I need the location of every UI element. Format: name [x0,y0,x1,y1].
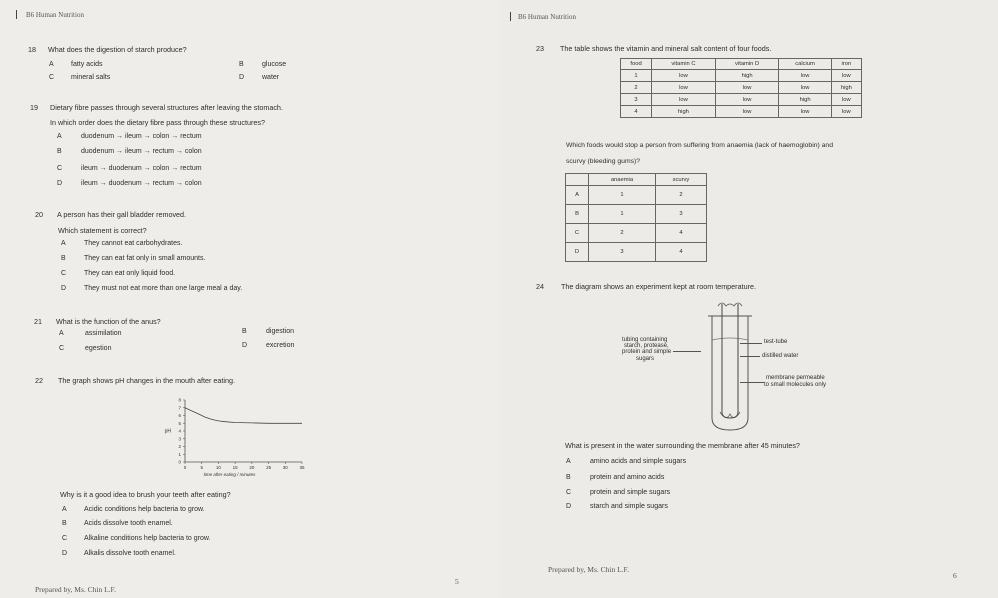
q19-opt-a-letter[interactable]: A [57,133,62,140]
table-cell: 2 [655,186,706,205]
label-line-water [740,356,760,357]
q21-opt-b[interactable]: digestion [266,328,295,335]
tubing [722,304,738,418]
q19-text2: In which order does the dietary fibre pass through these structures? [50,118,265,127]
q24-opt-d[interactable]: starch and simple sugars [590,503,668,510]
label-membrane-1: membrane permeable [766,375,825,381]
y-tick-label: 5 [178,420,181,426]
x-tick-label: 10 [215,465,221,470]
label-tubing-2: starch, protease, [624,343,669,349]
q23-number: 23 [536,44,544,53]
q21-opt-d-letter[interactable]: D [242,342,248,349]
food-table-header: food [621,59,652,70]
table-row [621,70,862,82]
table-cell: low [779,106,831,118]
q24-opt-c[interactable]: protein and simple sugars [590,489,671,496]
answer-letter[interactable]: D [566,243,589,262]
x-tick-label: 5 [200,465,203,470]
q20-opt-b-letter[interactable]: B [61,255,66,262]
answer-table [565,173,707,262]
q21-opt-b-letter[interactable]: B [242,328,247,335]
table-cell: low [779,82,831,94]
q20-opt-d-letter[interactable]: D [61,285,67,292]
table-cell: high [831,82,861,94]
header-left: B6 Human Nutrition [26,11,84,19]
q20-opt-b[interactable]: They can eat fat only in small amounts. [84,255,206,262]
table-cell: low [831,94,861,106]
y-tick-label: 4 [178,428,181,434]
answer-letter[interactable]: C [566,224,589,243]
table-cell: low [831,70,861,82]
experiment-diagram [700,300,760,435]
x-tick-label: 20 [249,465,255,470]
table-cell: 2 [621,82,652,94]
q21-text: What is the function of the anus? [56,317,161,326]
q20-opt-d[interactable]: They must not eat more than one large meal a day. [84,285,243,292]
table-row [621,82,862,94]
header-bar-right [510,12,511,21]
label-water: distilled water [762,353,799,359]
q24-opt-a[interactable]: amino acids and simple sugars [590,458,687,465]
y-tick-label: 3 [178,436,181,442]
q24-question: What is present in the water surrounding the membrane after 45 minutes? [565,441,800,450]
water-surface [712,338,748,340]
q20-opt-a-letter[interactable]: A [61,240,66,247]
food-table-header: vitamin D [715,59,779,70]
table-cell: 1 [589,205,656,224]
q18-opt-b[interactable]: glucose [262,61,287,68]
y-axis-label: pH [164,428,171,435]
q22-opt-b[interactable]: Acids dissolve tooth enamel. [84,520,173,527]
q18-opt-a-letter[interactable]: A [49,61,54,68]
q19-opt-d-letter[interactable]: D [57,180,63,187]
y-tick-label: 7 [178,405,181,411]
q22-opt-c[interactable]: Alkaline conditions help bacteria to grow. [84,535,211,542]
table-cell: 3 [589,243,656,262]
q24-opt-c-letter[interactable]: C [566,489,572,496]
food-table [620,58,862,118]
q22-opt-b-letter[interactable]: B [62,520,67,527]
ph-chart [160,390,320,490]
table-cell: 4 [655,243,706,262]
table-cell: low [715,94,779,106]
q20-text2: Which statement is correct? [58,226,147,235]
label-testtube: test-tube [764,339,788,345]
x-axis-label: time after eating / minutes [203,472,256,477]
q22-opt-a-letter[interactable]: A [62,506,67,513]
label-line-testtube [740,343,762,344]
answer-row-a[interactable] [566,186,707,205]
q24-opt-a-letter[interactable]: A [566,458,571,465]
q24-opt-b[interactable]: protein and amino acids [590,474,665,481]
table-cell: 3 [655,205,706,224]
ph-series-line [185,408,302,424]
q19-number: 19 [30,103,38,112]
q21-number: 21 [34,317,42,326]
table-cell: low [652,82,716,94]
q24-opt-d-letter[interactable]: D [566,503,572,510]
header-bar-left [16,10,17,19]
q22-text: The graph shows pH changes in the mouth after eating. [58,376,235,385]
q21-opt-d[interactable]: excretion [266,342,295,349]
q21-opt-a[interactable]: assimilation [85,330,122,337]
q18-opt-d[interactable]: water [262,74,280,81]
q24-opt-b-letter[interactable]: B [566,474,571,481]
answer-row-d[interactable] [566,243,707,262]
q18-number: 18 [28,45,36,54]
q24-text: The diagram shows an experiment kept at room temperature. [561,282,756,291]
q20-opt-c[interactable]: They can eat only liquid food. [84,270,176,277]
table-cell: low [715,82,779,94]
q21-opt-a-letter[interactable]: A [59,330,64,337]
q22-opt-d[interactable]: Alkalis dissolve tooth enamel. [84,550,176,557]
table-cell: low [779,70,831,82]
q22-number: 22 [35,376,43,385]
q22-opt-c-letter[interactable]: C [62,535,68,542]
y-tick-label: 1 [178,451,181,457]
label-line-tubing [673,351,701,352]
table-cell: 2 [589,224,656,243]
x-tick-label: 35 [299,465,305,470]
table-cell: 4 [621,106,652,118]
q22-opt-d-letter[interactable]: D [62,550,68,557]
table-cell: 3 [621,94,652,106]
q19-opt-c[interactable]: ileum → duodenum → colon → rectum [81,165,202,172]
table-cell: low [831,106,861,118]
page-number-left: 5 [455,577,459,586]
q19-text: Dietary fibre passes through several structures after leaving the stomach. [50,103,283,112]
table-cell: low [715,106,779,118]
q21-opt-c-letter[interactable]: C [59,345,65,352]
table-cell: high [715,70,779,82]
q23-text: The table shows the vitamin and mineral salt content of four foods. [560,44,772,53]
answer-table-header [566,174,589,186]
q19-opt-c-letter[interactable]: C [57,165,63,172]
table-cell: high [652,106,716,118]
q18-opt-c-letter[interactable]: C [49,74,55,81]
table-cell: 1 [621,70,652,82]
table-row [621,94,862,106]
q19-opt-b-letter[interactable]: B [57,148,62,155]
q22-question: Why is it a good idea to brush your teeth after eating? [60,490,231,499]
q20-opt-a[interactable]: They cannot eat carbohydrates. [84,240,183,247]
table-row [621,106,862,118]
answer-letter[interactable]: B [566,205,589,224]
answer-row-c[interactable] [566,224,707,243]
q22-opt-a[interactable]: Acidic conditions help bacteria to grow. [84,506,205,513]
y-tick-label: 6 [178,413,181,418]
q18-opt-b-letter[interactable]: B [239,61,244,68]
table-cell: low [652,70,716,82]
q24-number: 24 [536,282,544,291]
answer-letter[interactable]: A [566,186,589,205]
x-tick-label: 30 [282,465,288,470]
y-tick-label: 0 [178,459,181,465]
q18-opt-c[interactable]: mineral salts [71,74,111,81]
q20-text: A person has their gall bladder removed. [57,210,187,219]
q20-opt-c-letter[interactable]: C [61,270,67,277]
y-tick-label: 8 [178,397,181,403]
answer-table-header: anaemia [589,174,656,186]
food-table-header: calcium [779,59,831,70]
y-tick-label: 2 [178,444,181,449]
table-cell: high [779,94,831,106]
q23-question: Which foods would stop a person from suffering from anaemia (lack of haemoglobin) and [566,142,833,149]
q20-number: 20 [35,210,43,219]
table-cell: low [652,94,716,106]
answer-table-header: scurvy [655,174,706,186]
label-line-membrane [740,382,764,383]
food-table-header: iron [831,59,861,70]
x-tick-label: 25 [266,465,272,470]
q18-opt-a[interactable]: fatty acids [71,61,103,68]
food-table-header: vitamin C [652,59,716,70]
q18-opt-d-letter[interactable]: D [239,74,245,81]
answer-row-b[interactable] [566,205,707,224]
test-tube-outline [712,316,748,430]
q18-text: What does the digestion of starch produce? [48,45,187,54]
footer-right: Prepared by, Ms. Chin L.F. [548,565,629,574]
table-cell: 1 [589,186,656,205]
label-tubing-1: tubing containing [622,337,668,343]
x-tick-label: 0 [183,465,187,470]
page-number-right: 6 [953,571,957,580]
label-tubing-4: sugars [636,356,655,362]
header-right: B6 Human Nutrition [518,13,576,21]
label-membrane-2: to small molecules only [764,382,827,388]
q19-opt-b[interactable]: duodenum → ileum → rectum → colon [81,148,202,155]
q23-question2: scurvy (bleeding gums)? [566,158,641,165]
label-tubing-3: protein and simple [622,349,672,355]
table-cell: 4 [655,224,706,243]
q21-opt-c[interactable]: egestion [85,345,112,352]
footer-left: Prepared by, Ms. Chin L.F. [35,585,116,594]
q19-opt-d[interactable]: ileum → duodenum → rectum → colon [81,180,202,187]
q19-opt-a[interactable]: duodenum → ileum → colon → rectum [81,133,202,140]
x-tick-label: 15 [232,465,238,470]
